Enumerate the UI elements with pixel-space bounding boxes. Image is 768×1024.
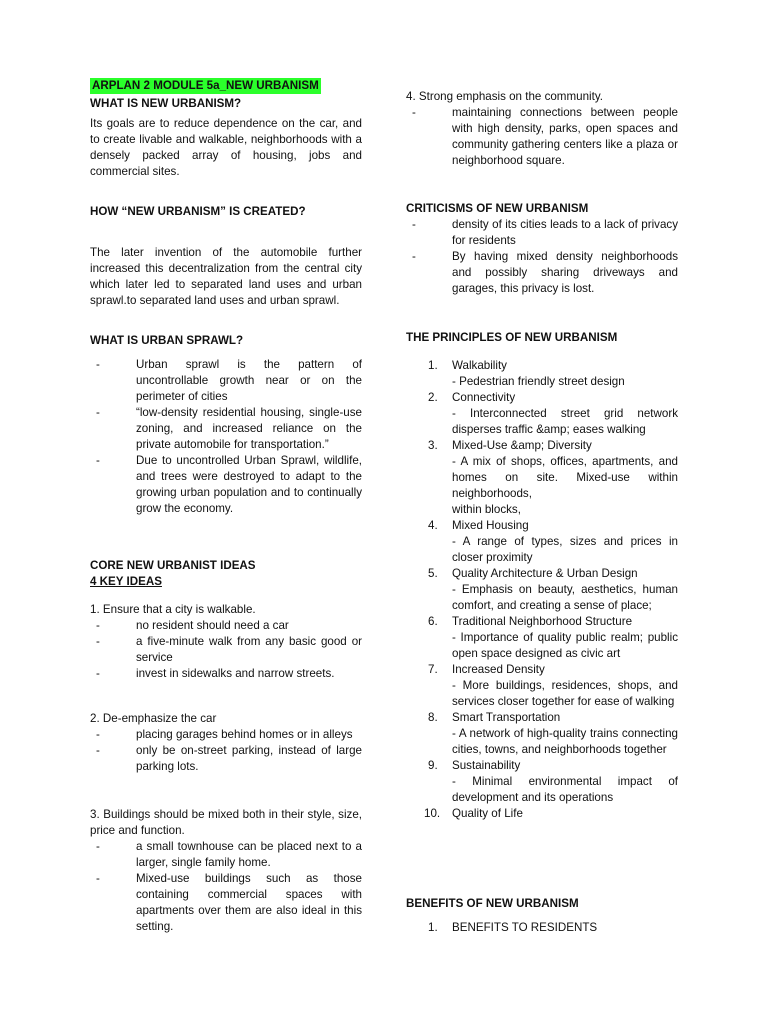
list-item: - density of its cities leads to a lack of privacy for residents [412,218,678,247]
list-item: - maintaining connections between people with high density, parks, open spaces and community gathering centers like a plaza or neighborhood square. [412,106,678,167]
criticisms-list [406,217,678,297]
heading-what-is-new-urbanism: WHAT IS NEW URBANISM? [90,97,242,110]
idea-4-list [406,105,678,169]
idea-3: 3. Buildings should be mixed both in their style, size, price and function. [90,808,362,837]
list-item: 5. Quality Architecture & Urban Design - Emphasis on beauty, aesthetics, human comfort, and creating a sense of place; [428,567,678,612]
heading-key-ideas: 4 KEY IDEAS [90,575,162,588]
list-item: - placing garages behind homes or in alleys [96,728,353,741]
list-item: - By having mixed density neighborhoods and possibly sharing driveways and garages, this privacy is lost. [412,250,678,295]
heading-benefits: BENEFITS OF NEW URBANISM [406,897,579,910]
list-item: 10. Quality of Life [424,807,523,820]
list-item: - Urban sprawl is the pattern of uncontrollable growth near or on the perimeter of cities [96,358,362,403]
idea-4: 4. Strong emphasis on the community. [406,90,603,103]
heading-core-ideas: CORE NEW URBANIST IDEAS [90,559,256,572]
heading-criticisms: CRITICISMS OF NEW URBANISM [406,202,589,215]
list-item: 6. Traditional Neighborhood Structure - Importance of quality public realm; public open space designed as civic art [428,615,678,660]
list-item: - only be on-street parking, instead of large parking lots. [96,744,362,773]
list-item: 1. Walkability - Pedestrian friendly street design [428,359,625,388]
list-item: - a five-minute walk from any basic good or service [96,635,362,664]
idea-3-list [90,839,362,935]
principles-list [406,358,678,822]
heading-how-created: HOW “NEW URBANISM” IS CREATED? [90,205,306,218]
what-is-paragraph: Its goals are to reduce dependence on the car, and to create livable and walkable, neighborhoods with a densely packed array of housing, jobs and commercial sites. [90,117,362,178]
idea-2-list [90,727,362,775]
list-item: - no resident should need a car [96,619,289,632]
list-item: - Mixed-use buildings such as those containing commercial spaces with apartments over them are also ideal in this setting. [96,872,362,933]
heading-principles: THE PRINCIPLES OF NEW URBANISM [406,331,618,344]
list-item: 2. Connectivity - Interconnected street grid network disperses traffic &amp; eases walking [428,391,678,436]
idea-2: 2. De-emphasize the car [90,712,217,725]
document-title: ARPLAN 2 MODULE 5a_NEW URBANISM [92,79,319,92]
list-item: 8. Smart Transportation - A network of high-quality trains connecting cities, towns, and neighborhoods together [428,711,678,756]
list-item: - invest in sidewalks and narrow streets. [96,667,335,680]
list-item: - a small townhouse can be placed next to a larger, single family home. [96,840,362,869]
idea-1: 1. Ensure that a city is walkable. [90,603,256,616]
list-item: 1. BENEFITS TO RESIDENTS [428,921,598,934]
heading-urban-sprawl: WHAT IS URBAN SPRAWL? [90,334,244,347]
list-item: 7. Increased Density - More buildings, residences, shops, and services closer together for ease of walking [428,663,678,708]
list-item: - Due to uncontrolled Urban Sprawl, wildlife, and trees were destroyed to adapt to the growing urban population and to continually grow the economy. [96,454,362,515]
benefits-list [406,920,678,936]
how-created-paragraph: The later invention of the automobile further increased this decentralization from the central city which later led to separated land uses and urban sprawl.to separated land uses and urban sprawl. [90,246,362,307]
list-item: 3. Mixed-Use &amp; Diversity - A mix of shops, offices, apartments, and homes on site. Mixed-use within neighborhoods, within blocks, [428,439,678,516]
list-item: - “low-density residential housing, single-use zoning, and increased reliance on the private automobile for transportation.” [96,406,362,451]
list-item: 9. Sustainability - Minimal environmental impact of development and its operations [428,759,678,804]
list-item: 4. Mixed Housing - A range of types, sizes and prices in closer proximity [428,519,678,564]
idea-1-list [90,618,362,682]
urban-sprawl-list [90,357,362,517]
